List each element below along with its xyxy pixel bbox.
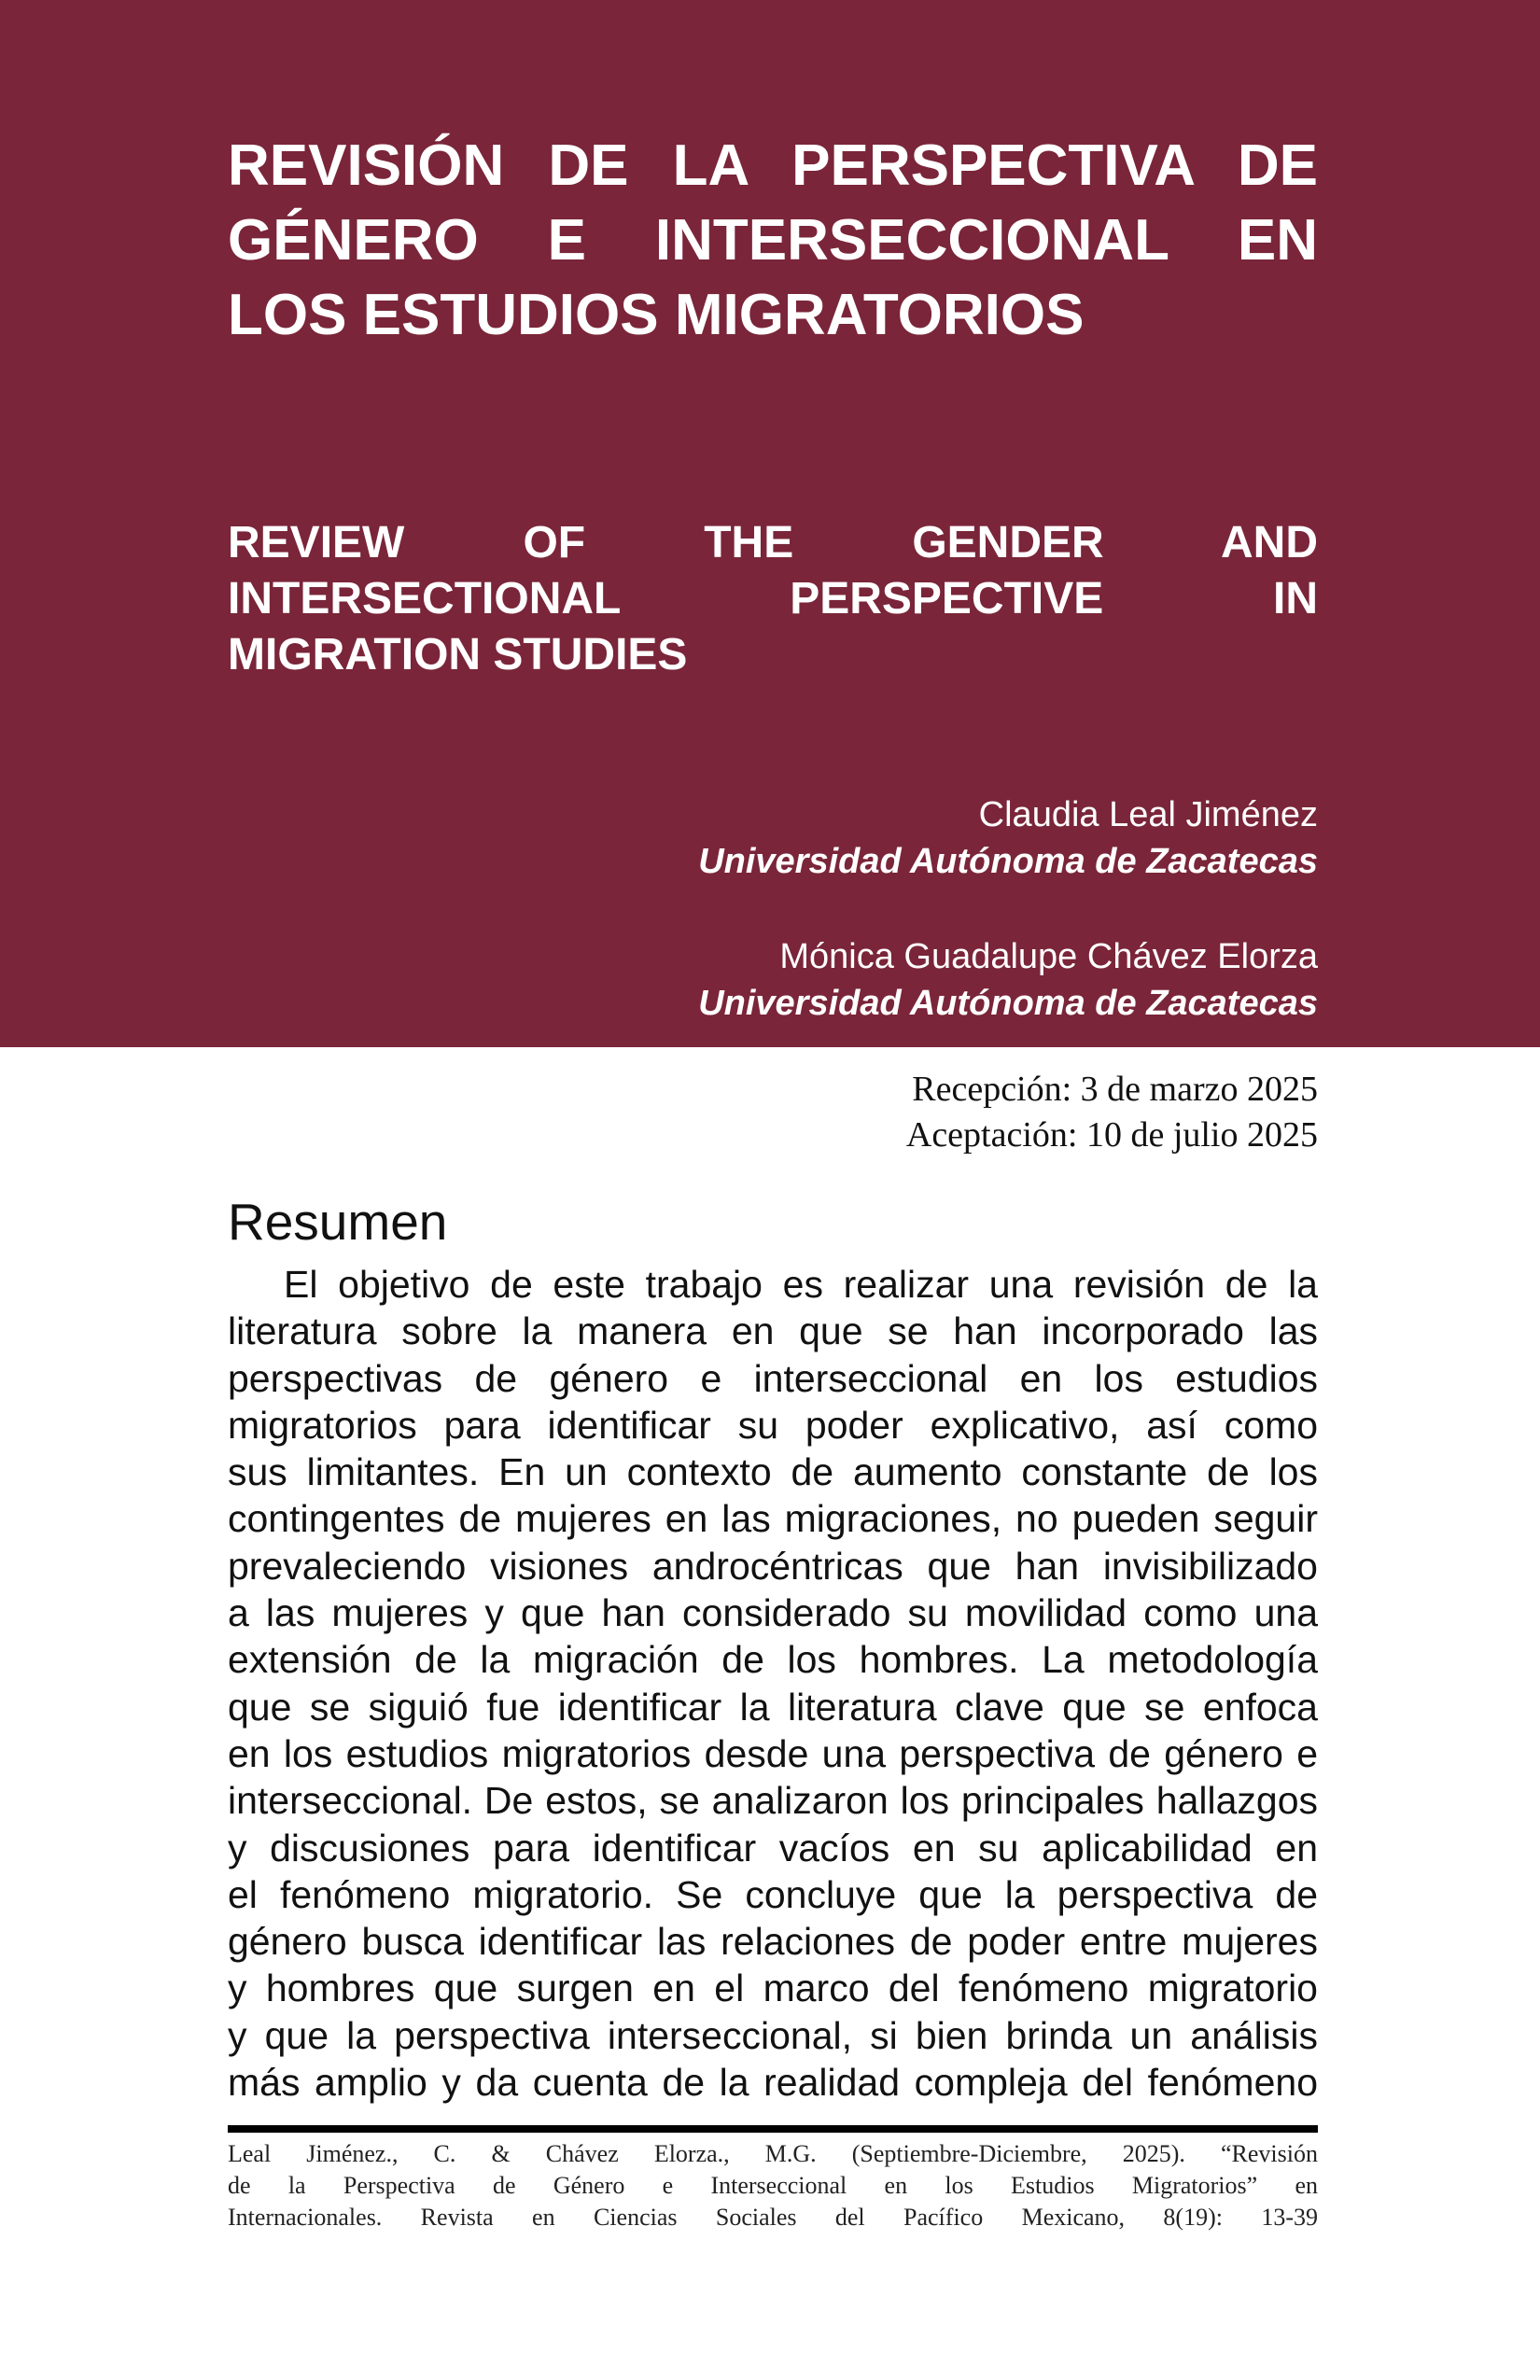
abstract-line: género busca identificar las relaciones de poder entre mujeres: [228, 1920, 1318, 1964]
abstract-line: extensión de la migración de los hombres. La metodología: [228, 1638, 1318, 1682]
abstract-line: migratorios para identificar su poder explicativo, así como: [228, 1403, 1318, 1447]
abstract-line: interseccional. De estos, se analizaron los principales hallazgos: [228, 1779, 1318, 1823]
abstract-line: a las mujeres y que han considerado su movilidad como una: [228, 1591, 1318, 1635]
abstract-heading: Resumen: [228, 1193, 448, 1251]
footer-divider: [228, 2125, 1318, 2133]
acceptance-date: Aceptación: 10 de julio 2025: [905, 1115, 1318, 1155]
abstract-line: literatura sobre la manera en que se han incorporado las: [228, 1309, 1318, 1353]
author-institution: Universidad Autónoma de Zacatecas: [698, 842, 1318, 881]
abstract-line: El objetivo de este trabajo es realizar una revisión de la: [284, 1263, 1318, 1306]
citation-line: Internacionales. Revista en Ciencias Sociales del Pacífico Mexicano, 8(19): 13-39: [228, 2204, 1318, 2231]
citation-line: de la Perspectiva de Género e Interseccional en los Estudios Migratorios” en: [228, 2172, 1318, 2199]
abstract-line: prevaleciendo visiones androcéntricas que han invisibilizado: [228, 1544, 1318, 1588]
citation-line: Leal Jiménez., C. & Chávez Elorza., M.G. (Septiembre-Diciembre, 2025). “Revisión: [228, 2140, 1318, 2167]
abstract-line: y hombres que surgen en el marco del fenómeno migratorio: [228, 1967, 1318, 2010]
abstract-body: [228, 1261, 1318, 2106]
abstract-line: contingentes de mujeres en las migraciones, no pueden seguir: [228, 1497, 1318, 1541]
title-spanish: [228, 129, 1318, 353]
abstract-line: más amplio y da cuenta de la realidad compleja del fenómeno: [228, 2061, 1318, 2105]
title-line: LOS ESTUDIOS MIGRATORIOS: [228, 283, 1085, 347]
author-name: Mónica Guadalupe Chávez Elorza: [779, 937, 1318, 976]
citation: [228, 2138, 1318, 2233]
abstract-line: y que la perspectiva interseccional, si bien brinda un análisis: [228, 2013, 1318, 2057]
abstract-line: y discusiones para identificar vacíos en su aplicabilidad en: [228, 1826, 1318, 1869]
abstract-line: perspectivas de género e interseccional en los estudios: [228, 1356, 1318, 1400]
abstract-line: que se siguió fue identificar la literatura clave que se enfoca: [228, 1685, 1318, 1729]
title-line: REVISIÓN DE LA PERSPECTIVA DE: [228, 133, 1318, 198]
abstract-line: el fenómeno migratorio. Se concluye que la perspectiva de: [228, 1872, 1318, 1916]
title-english: [228, 515, 1318, 683]
reception-date: Recepción: 3 de marzo 2025: [912, 1070, 1318, 1109]
author-name: Claudia Leal Jiménez: [978, 795, 1318, 834]
title-line: INTERSECTIONAL PERSPECTIVE IN: [228, 574, 1318, 623]
author-institution: Universidad Autónoma de Zacatecas: [698, 984, 1318, 1023]
title-line: MIGRATION STUDIES: [228, 630, 688, 679]
abstract-line: sus limitantes. En un contexto de aumento constante de los: [228, 1450, 1318, 1494]
title-line: REVIEW OF THE GENDER AND: [228, 518, 1318, 567]
authors: [228, 791, 1318, 1027]
title-line: GÉNERO E INTERSECCIONAL EN: [228, 208, 1318, 273]
dates: [228, 1067, 1318, 1158]
abstract-line: en los estudios migratorios desde una perspectiva de género e: [228, 1731, 1318, 1775]
